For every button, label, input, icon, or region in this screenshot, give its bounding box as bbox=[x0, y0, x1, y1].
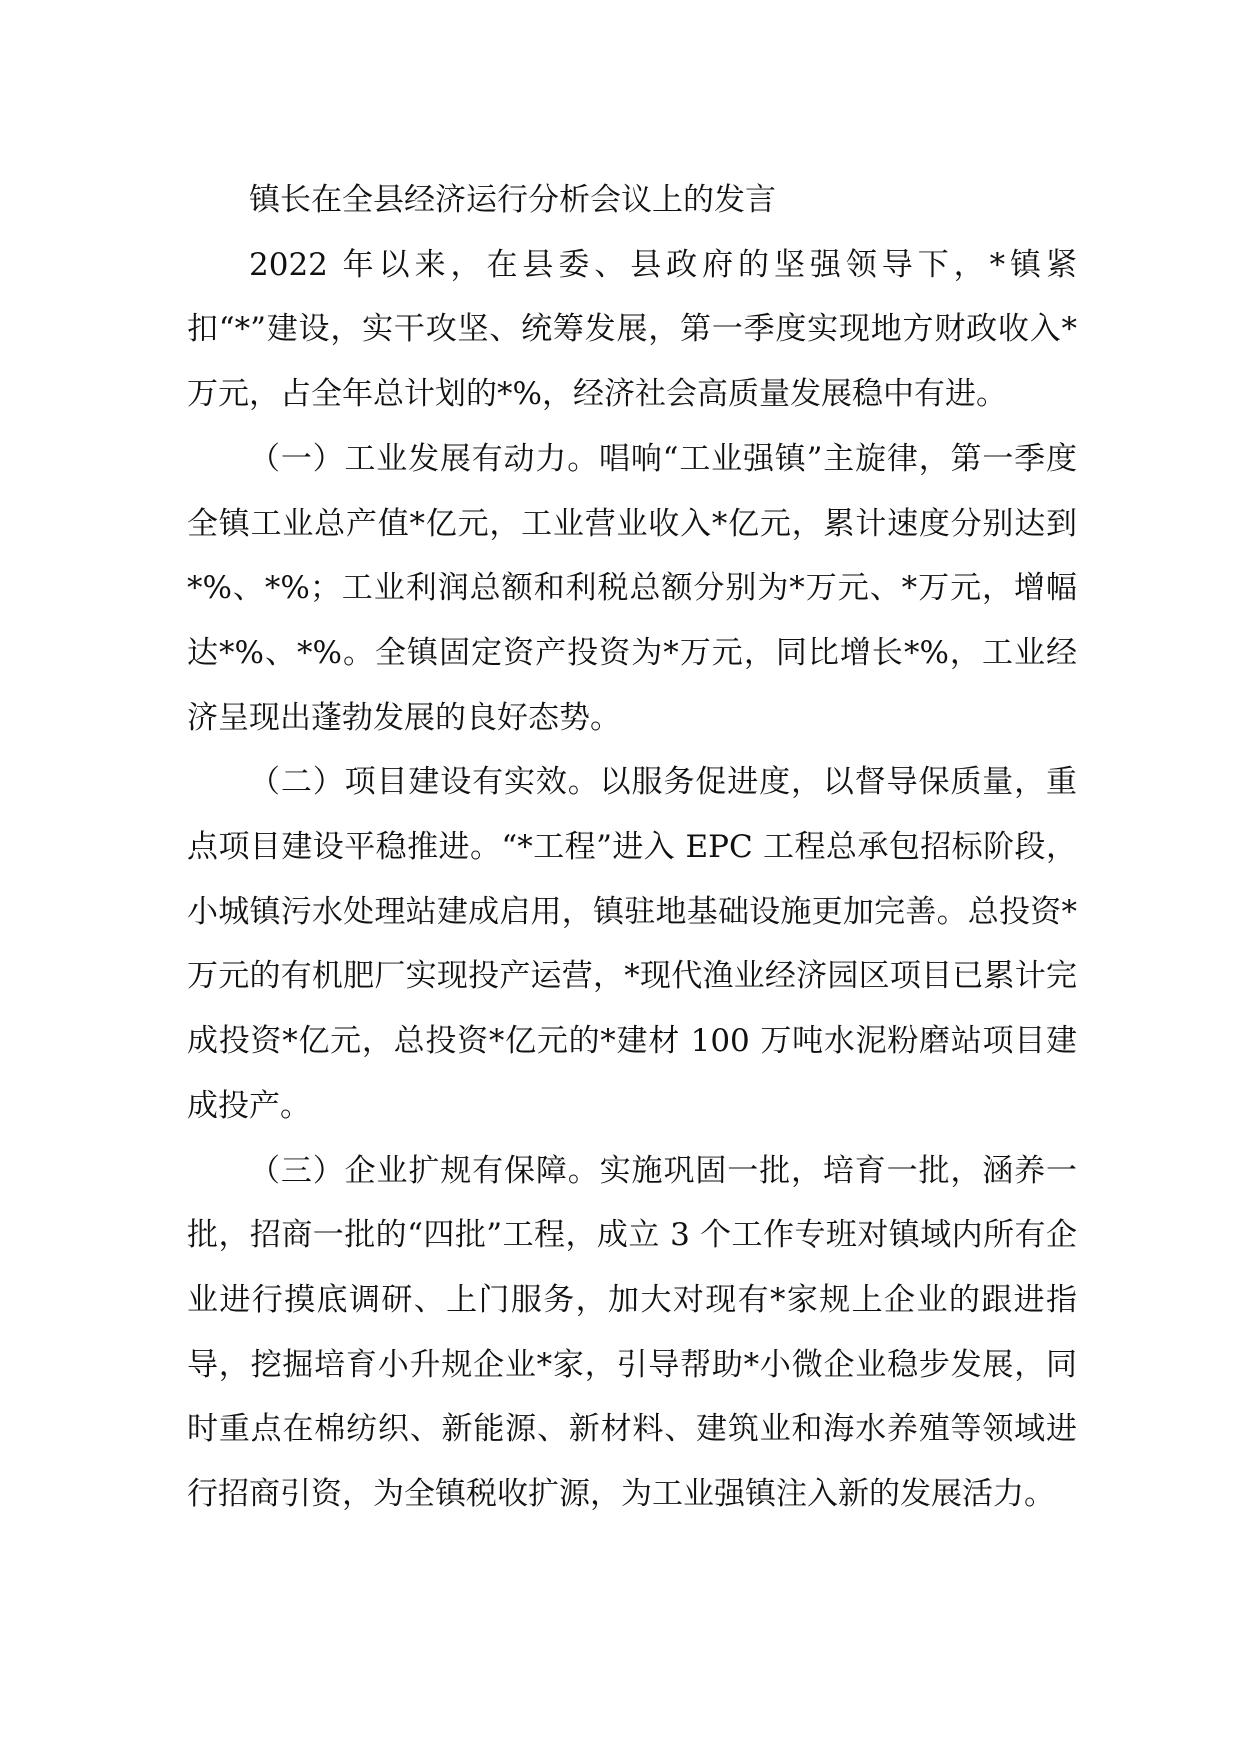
paragraph-intro: 2022 年以来，在县委、县政府的坚强领导下，*镇紧扣“*”建设，实干攻坚、统筹发展，第一季度实现地方财政收入*万元，占全年总计划的*%，经济社会高质量发展稳中有进。 bbox=[187, 246, 1077, 413]
paragraph-industry: （一）工业发展有动力。唱响“工业强镇”主旋律，第一季度全镇工业总产值*亿元，工业营业收入*亿元，累计速度分别达到*%、*%；工业利润总额和利税总额分别为*万元、*万元，增幅达*%、*%。全镇固定资产投资为*万元，同比增长*%，工业经济呈现出蓬勃发展的良好态势。 bbox=[187, 440, 1077, 736]
paragraph-enterprises: （三）企业扩规有保障。实施巩固一批，培育一批，涵养一批，招商一批的“四批”工程，成立 3 个工作专班对镇域内所有企业进行摸底调研、上门服务，加大对现有*家规上企业的跟进指导，挖掘培育小升规企业*家，引导帮助*小微企业稳步发展，同时重点在棉纺织、新能源、新材料、建筑业和海水养殖等领域进行招商引资，为全镇税收扩源，为工业强镇注入新的发展活力。 bbox=[187, 1152, 1077, 1513]
document-title: 镇长在全县经济运行分析会议上的发言 bbox=[249, 182, 776, 218]
document-body bbox=[187, 168, 1077, 1527]
paragraph-projects: （二）项目建设有实效。以服务促进度，以督导保质量，重点项目建设平稳推进。“*工程”进入 EPC 工程总承包招标阶段，小城镇污水处理站建成启用，镇驻地基础设施更加完善。总投资*万元的有机肥厂实现投产运营，*现代渔业经济园区项目已累计完成投资*亿元，总投资*亿元的*建材 100 万吨水泥粉磨站项目建成投产。 bbox=[187, 764, 1077, 1124]
